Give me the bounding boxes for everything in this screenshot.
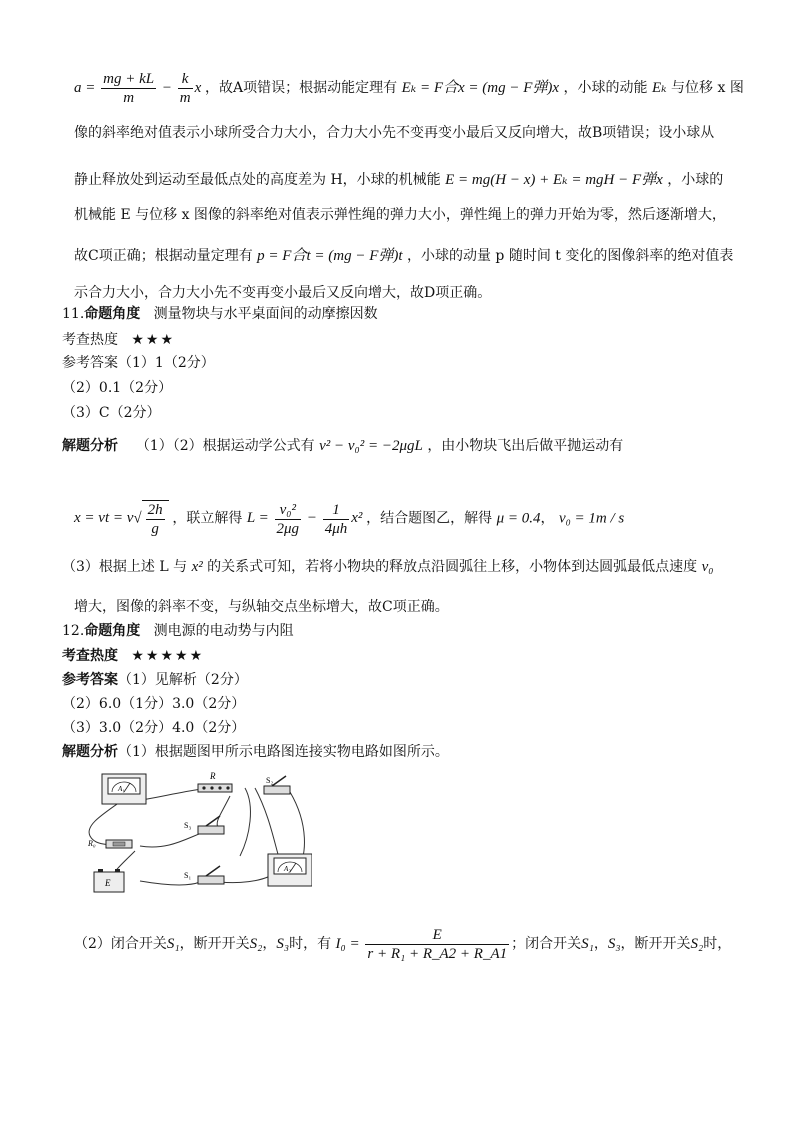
q12-answer (62, 670, 248, 690)
q11-analysis-line4: 增大，图像的斜率不变，与纵轴交点坐标增大，故C项正确。 (74, 599, 449, 615)
label-s3: S₃ (184, 821, 192, 830)
fraction-denominator: 4μh (324, 520, 348, 537)
label-r: R (210, 771, 216, 781)
para1-line6: 示合力大小，合力大小先不变再变小最后又反向增大，故D项正确。 (74, 285, 492, 301)
label: 命题角度 (84, 306, 141, 322)
fraction-numerator: 2h (147, 502, 163, 518)
label-r0: R₀ (88, 839, 96, 848)
wire (220, 876, 270, 883)
text: ， (593, 935, 608, 952)
text: ，小球的动能 (563, 79, 648, 96)
label: 解题分析 (62, 438, 118, 454)
eq-s1: S₁ (166, 935, 180, 952)
text: （2）闭合开关 (74, 935, 167, 952)
fraction (323, 501, 350, 538)
text: ；闭合开关 (511, 935, 582, 952)
eq-v0: v₀ (701, 559, 714, 575)
text: 测电源的电动势与内阻 (153, 623, 294, 639)
para1-line3 (74, 170, 723, 190)
label: 命题角度 (84, 623, 141, 639)
q11-analysis-line1 (62, 436, 623, 456)
text: ，小球的 (667, 172, 724, 188)
eq-L-label: L = (246, 510, 273, 527)
text: 故C项正确；根据动量定理有 (74, 248, 253, 264)
fraction (146, 501, 165, 538)
eq-projectile (74, 502, 172, 537)
eq-i0 (335, 927, 512, 962)
eq-x: x (194, 79, 202, 96)
text: （3）根据上述 L 与 (62, 559, 188, 575)
para1-line5 (74, 246, 733, 266)
fraction-denominator: m (123, 90, 135, 106)
fraction-denominator: g (151, 521, 159, 537)
fraction-numerator: mg + kL (103, 71, 155, 87)
text: ， (262, 935, 277, 952)
q11-angle (62, 304, 378, 324)
fraction-numerator: k (178, 70, 193, 89)
label: 考查热度 (62, 648, 118, 664)
wire (240, 788, 250, 856)
question-number: 12. (62, 623, 85, 639)
rheostat-r (198, 771, 232, 792)
label-s1: S₁ (184, 871, 192, 880)
fraction (275, 501, 302, 538)
ammeter-a2 (268, 854, 312, 886)
q11-ans2: （2）0.1（2分） (62, 380, 173, 396)
label: 参考答案 (62, 672, 118, 688)
eq-mu: μ = 0.4 (496, 510, 541, 527)
label: 解题分析 (62, 744, 118, 760)
text: 的关系式可知，若将小物块的释放点沿圆弧往上移，小物体到达圆弧最低点速度 (207, 559, 698, 575)
eq-s3: S₃ (607, 935, 621, 952)
stars-rating: ★★★★★ (131, 648, 205, 664)
text: 与位移 x 图 (671, 79, 744, 96)
fraction-denominator: r + R₁ + R_A2 + R_A1 (367, 946, 508, 962)
eq-s2: S₂ (690, 935, 704, 952)
para1-line4: 机械能 E 与位移 x 图像的斜率绝对值表示弹性绳的弹力大小，弹性绳上的弹力开始为零，然后逐渐增大， (74, 207, 726, 223)
fraction-numerator: v₀² (275, 501, 302, 520)
eq-kinetic-energy: Eₖ = F合x = (mg − F弹)x (401, 79, 560, 96)
eq-ek: Eₖ (651, 79, 667, 96)
eq-i0-label: I₀ = (335, 935, 364, 952)
q11-answer (62, 353, 215, 373)
stars-rating: ★★★ (131, 332, 176, 348)
text: ，小球的动量 p 随时间 t 变化的图像斜率的绝对值表 (406, 248, 734, 264)
q11-ans3: （3）C（2分） (62, 405, 161, 421)
eq-s1: S₁ (581, 935, 594, 952)
ammeter-a1 (102, 774, 146, 804)
eq-v0: v₀ = 1m / s (558, 510, 625, 527)
q12-heat (62, 646, 204, 666)
q11-heat (62, 330, 175, 350)
text: ，联立解得 (172, 510, 243, 527)
switch-s2 (264, 776, 290, 794)
text: （1）（2）根据运动学公式有 (135, 438, 315, 454)
text: ，由小物块飞出后做平抛运动有 (427, 438, 624, 454)
eq-kinematics: v² − v₀² = −2μgL (319, 438, 423, 454)
text: ，结合题图乙，解得 (366, 510, 493, 527)
fraction-numerator: 1 (323, 501, 350, 520)
fraction (178, 70, 193, 107)
text: ， (540, 510, 555, 527)
q12-ans3: （3）3.0（2分）4.0（2分） (62, 720, 246, 736)
wire (217, 796, 230, 828)
text: 时， (703, 935, 732, 952)
text: ，故A项错误；根据动能定理有 (204, 79, 398, 96)
fraction (101, 70, 156, 107)
fraction-denominator: m (179, 90, 191, 106)
question-number: 11. (62, 306, 85, 322)
eq-s2: S₂ (249, 935, 263, 952)
q12-ans2: （2）6.0（1分）3.0（2分） (62, 696, 246, 712)
para1-line2: 像的斜率绝对值表示小球所受合力大小，合力大小先不变再变小最后又反向增大，故B项错误；设小球从 (74, 125, 715, 141)
q11-analysis-line2 (74, 500, 624, 538)
battery-e (94, 869, 124, 892)
label: 考查热度 (62, 332, 118, 348)
eq-a-label: a = (74, 79, 100, 96)
sqrt: √ $\frac{2h}{g}$ (133, 500, 168, 538)
minus-sign: − (303, 510, 321, 527)
text: 时，有 (289, 935, 332, 952)
eq-momentum: p = F合t = (mg − F弹)t (257, 248, 403, 264)
fraction-numerator: E (365, 926, 509, 945)
text: （1）根据题图甲所示电路图连接实物电路如图所示。 (118, 744, 449, 760)
text: 测量物块与水平桌面间的动摩擦因数 (153, 306, 378, 322)
label-a2: A₂ (284, 865, 291, 873)
text: （1）1（2分） (118, 355, 215, 371)
eq-x-vt: x = vt = v (74, 510, 134, 527)
q12-angle (62, 621, 294, 641)
label-e: E (105, 878, 111, 888)
fraction-denominator: 2μg (276, 520, 300, 537)
text: ，断开开关 (179, 935, 250, 952)
label: 参考答案 (62, 355, 118, 371)
eq-x2: x² (191, 559, 203, 575)
fraction (365, 926, 509, 963)
q12-analysis-line2 (74, 926, 731, 963)
wire (255, 788, 280, 861)
eq-x2: x² (351, 510, 363, 527)
text: ，断开开关 (620, 935, 691, 952)
text: （1）见解析（2分） (118, 672, 248, 688)
para1-line1 (74, 70, 744, 107)
wire (140, 881, 200, 885)
eq-acceleration (74, 71, 205, 106)
label-a1: A₁ (118, 785, 125, 793)
circuit-diagram (80, 766, 312, 902)
wire (140, 832, 205, 847)
eq-s3: S₃ (276, 935, 290, 952)
resistor-r0 (87, 839, 132, 848)
text: 静止释放处到运动至最低点处的高度差为 H，小球的机械能 (74, 172, 441, 188)
minus-sign: − (158, 79, 176, 96)
switch-s1 (184, 866, 224, 884)
q11-analysis-line3 (62, 557, 714, 577)
label-s2: S₂ (266, 776, 274, 785)
q12-analysis-line1 (62, 742, 449, 762)
eq-mechanical-energy: E = mg(H − x) + Eₖ = mgH − F弹x (445, 172, 663, 188)
